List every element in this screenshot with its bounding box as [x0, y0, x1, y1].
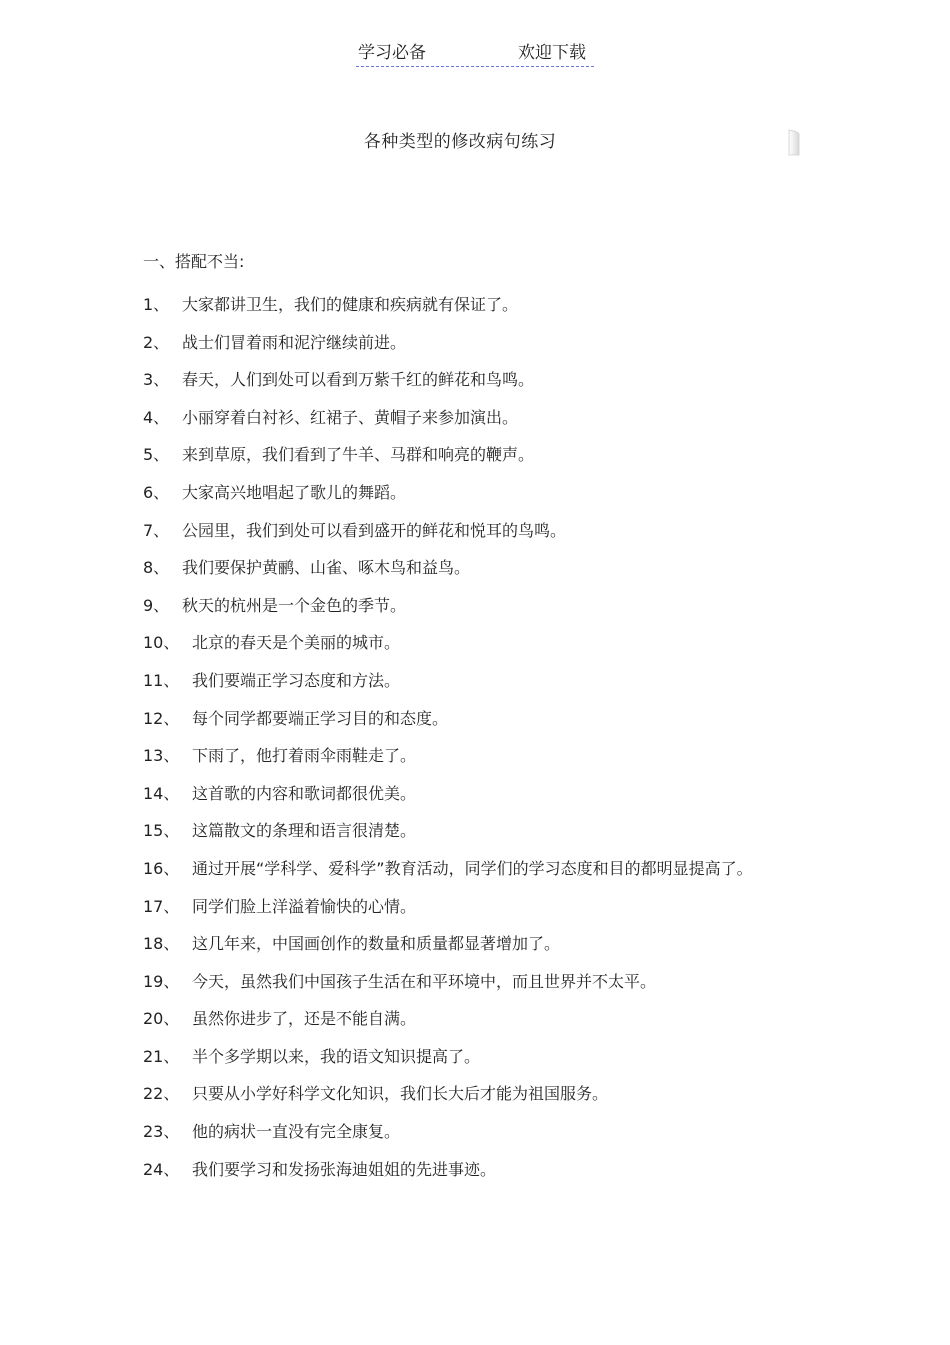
section-heading: 一、搭配不当: [143, 252, 245, 271]
list-item [143, 1038, 783, 1076]
item-text: 小丽穿着白衬衫、红裙子、黄帽子来参加演出。 [182, 407, 519, 427]
item-number: 22、 [143, 1084, 180, 1104]
list-item [143, 324, 783, 362]
item-text: 每个同学都要端正学习目的和态度。 [192, 708, 449, 728]
list-item [143, 512, 783, 550]
exercise-list [143, 286, 783, 1188]
item-text: 公园里，我们到处可以看到盛开的鲜花和悦耳的鸟鸣。 [182, 520, 567, 540]
list-item [143, 700, 783, 738]
list-item [143, 1075, 783, 1113]
page-header [356, 40, 594, 67]
list-item [143, 624, 783, 662]
list-item [143, 1151, 783, 1189]
item-number: 1、 [143, 295, 170, 314]
list-item [143, 474, 783, 512]
list-item [143, 812, 783, 850]
item-number: 14、 [143, 783, 180, 803]
item-text: 这篇散文的条理和语言很清楚。 [192, 821, 417, 841]
list-item [143, 737, 783, 775]
item-number: 5、 [143, 445, 170, 465]
item-text: 这几年来，中国画创作的数量和质量都显著增加了。 [192, 934, 561, 954]
list-item [143, 925, 783, 963]
item-text: 我们要端正学习态度和方法。 [192, 670, 401, 690]
item-text: 春天，人们到处可以看到万紫千红的鲜花和鸟鸣。 [182, 370, 535, 390]
item-text: 大家高兴地唱起了歌儿的舞蹈。 [182, 482, 407, 502]
item-number: 2、 [143, 332, 170, 352]
item-text: 通过开展“学科学、爱科学”教育活动，同学们的学习态度和目的都明显提高了。 [192, 858, 753, 878]
item-text: 我们要保护黄鹂、山雀、啄木鸟和益鸟。 [182, 558, 471, 578]
item-number: 7、 [143, 520, 170, 540]
item-number: 8、 [143, 558, 170, 578]
header-left-text: 学习必备 [358, 43, 426, 63]
list-item [143, 361, 783, 399]
item-number: 15、 [143, 821, 180, 841]
list-item [143, 399, 783, 437]
document-title: 各种类型的修改病句练习 [363, 132, 557, 152]
header-right-text: 欢迎下载 [518, 43, 586, 63]
item-text: 下雨了，他打着雨伞雨鞋走了。 [192, 746, 417, 766]
list-item [143, 850, 783, 888]
item-text: 同学们脸上洋溢着愉快的心情。 [192, 896, 417, 916]
list-item [143, 286, 783, 324]
item-number: 13、 [143, 746, 180, 766]
item-text: 我们要学习和发扬张海迪姐姐的先进事迹。 [192, 1159, 497, 1179]
list-item [143, 436, 783, 474]
list-item [143, 963, 783, 1001]
item-number: 18、 [143, 934, 180, 954]
list-item [143, 662, 783, 700]
list-item [143, 888, 783, 926]
item-text: 他的病状一直没有完全康复。 [192, 1122, 401, 1142]
item-number: 21、 [143, 1046, 180, 1066]
item-number: 19、 [143, 971, 180, 991]
list-item [143, 549, 783, 587]
item-number: 12、 [143, 708, 180, 728]
list-item [143, 1000, 783, 1038]
item-text: 只要从小学好科学文化知识，我们长大后才能为祖国服务。 [192, 1084, 609, 1104]
item-number: 9、 [143, 595, 170, 615]
list-item [143, 1113, 783, 1151]
item-text: 北京的春天是个美丽的城市。 [192, 633, 401, 653]
item-number: 17、 [143, 896, 180, 916]
item-number: 23、 [143, 1122, 180, 1142]
item-number: 11、 [143, 670, 180, 690]
item-number: 3、 [143, 370, 170, 390]
item-number: 24、 [143, 1159, 180, 1179]
item-number: 10、 [143, 633, 180, 653]
item-number: 16、 [143, 858, 180, 878]
item-text: 虽然你进步了，还是不能自满。 [192, 1009, 417, 1029]
item-text: 今天，虽然我们中国孩子生活在和平环境中，而且世界并不太平。 [192, 971, 657, 991]
item-text: 战士们冒着雨和泥泞继续前进。 [182, 332, 407, 352]
page-curl-icon [787, 128, 801, 156]
list-item [143, 587, 783, 625]
item-number: 4、 [143, 407, 170, 427]
list-item [143, 775, 783, 813]
item-text: 半个多学期以来，我的语文知识提高了。 [192, 1046, 481, 1066]
item-text: 大家都讲卫生，我们的健康和疾病就有保证了。 [182, 295, 519, 314]
item-text: 秋天的杭州是一个金色的季节。 [182, 595, 407, 615]
item-number: 20、 [143, 1009, 180, 1029]
item-number: 6、 [143, 482, 170, 502]
item-text: 来到草原，我们看到了牛羊、马群和响亮的鞭声。 [182, 445, 535, 465]
item-text: 这首歌的内容和歌词都很优美。 [192, 783, 417, 803]
